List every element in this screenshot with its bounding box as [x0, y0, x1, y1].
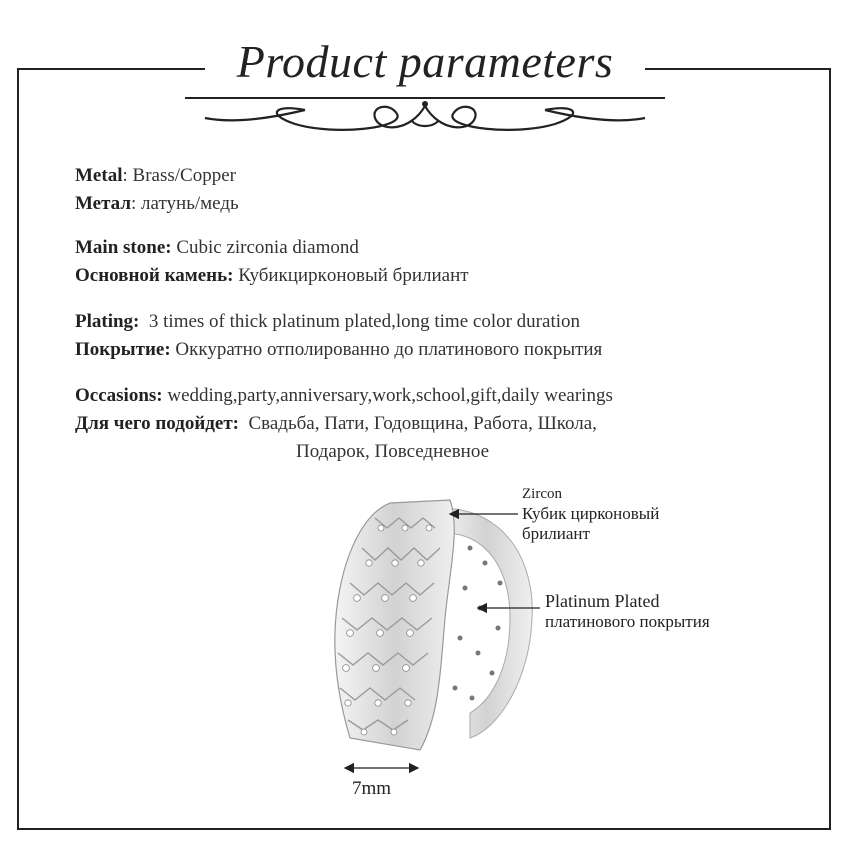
spec-label: Main stone:: [75, 237, 172, 258]
plating-label-en: Platinum Plated: [545, 591, 660, 611]
spec-occasions-en: [75, 382, 613, 410]
flourish-ornament: [185, 92, 665, 138]
spec-sep: :: [122, 165, 128, 186]
spec-metal-en: [75, 162, 236, 190]
spec-value: латунь/медь: [136, 193, 239, 214]
spec-label: Метал: [75, 193, 132, 214]
zircon-label-ru-2: брилиант: [522, 524, 590, 543]
spec-occasions-ru-cont: [296, 438, 489, 466]
ring-image: [320, 488, 550, 758]
spec-stone-ru: [75, 262, 469, 290]
spec-value: wedding,party,anniversary,work,school,gift,daily wearings: [162, 385, 613, 406]
spec-label: Для чего подойдет:: [75, 413, 239, 434]
spec-value: Свадьба, Пати, Годовщина, Работа, Школа,: [238, 413, 597, 434]
spec-value: Cubic zirconia diamond: [171, 237, 359, 258]
spec-plating-en: [75, 308, 580, 336]
spec-stone-en: [75, 234, 359, 262]
spec-label: Plating:: [75, 311, 140, 332]
spec-label: Metal: [75, 165, 123, 186]
spec-value: Кубикциркoновый брилиант: [233, 265, 469, 286]
spec-sep: :: [131, 193, 137, 214]
plating-label-ru: платинового покрытия: [545, 612, 710, 631]
plating-annotation: [545, 590, 710, 632]
spec-plating-ru: [75, 336, 602, 364]
spec-value: Подарок, Повседневное: [296, 441, 490, 462]
spec-metal-ru: [75, 190, 239, 218]
title-banner: [205, 30, 645, 90]
page-title: Product parameters: [236, 36, 614, 87]
zircon-label-ru-1: Кубик цирконовый: [522, 504, 660, 523]
spec-value: Brass/Copper: [127, 165, 236, 186]
spec-value: 3 times of thick platinum plated,long time color duration: [139, 311, 580, 332]
spec-label: Основной камень:: [75, 265, 234, 286]
spec-value: Оккуратно отполированно до платинового покрытия: [170, 339, 603, 360]
spec-label: Покрытие:: [75, 339, 171, 360]
zircon-annotation: [522, 484, 659, 544]
width-dimension-label: 7mm: [352, 778, 392, 799]
spec-occasions-ru: [75, 410, 597, 438]
spec-label: Occasions:: [75, 385, 163, 406]
zircon-label-en: Zircon: [522, 486, 562, 502]
